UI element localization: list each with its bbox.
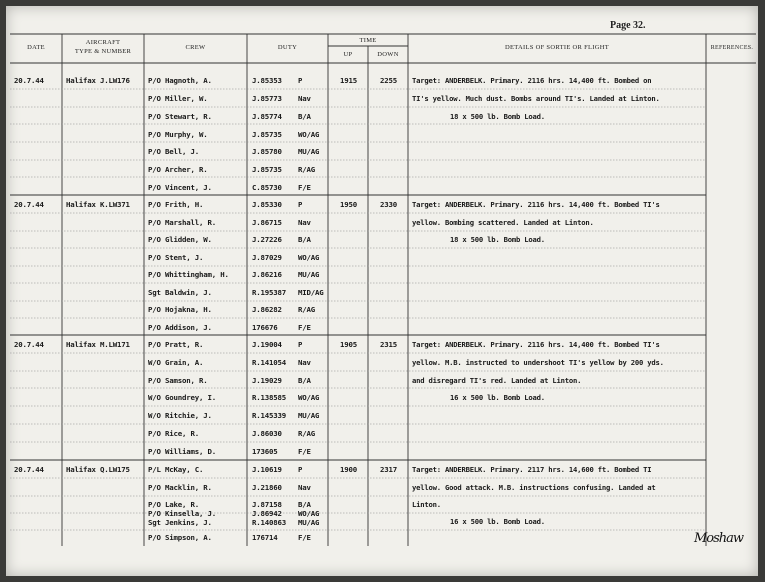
sortie-details-line: Target: ANDERBELK. Primary. 2116 hrs. 14,400 ft. Bombed TI's — [412, 340, 660, 349]
crew-name: P/O Vincent, J. — [148, 183, 212, 192]
crew-name: P/O Addison, J. — [148, 323, 212, 332]
service-number: R.140863 — [252, 518, 286, 527]
header-time-down: DOWN — [377, 51, 399, 58]
service-number: J.85773 — [252, 94, 282, 103]
crew-duty: F/E — [298, 533, 311, 542]
service-number: J.27226 — [252, 235, 282, 244]
service-number: J.10619 — [252, 465, 282, 474]
time-down: 2317 — [380, 465, 397, 474]
crew-duty: B/A — [298, 376, 311, 385]
service-number: 176676 — [252, 323, 278, 332]
sortie-date: 20.7.44 — [14, 76, 44, 85]
service-number: J.87158 — [252, 500, 282, 509]
crew-duty: P — [298, 200, 303, 209]
header-details: DETAILS OF SORTIE OR FLIGHT — [505, 44, 609, 51]
crew-name: P/O Marshall, R. — [148, 218, 216, 227]
service-number: J.86030 — [252, 429, 282, 438]
service-number: R.138585 — [252, 393, 286, 402]
time-down: 2330 — [380, 200, 397, 209]
header-time: TIME — [359, 37, 377, 44]
header-date: DATE — [27, 44, 45, 51]
crew-duty: F/E — [298, 323, 311, 332]
crew-name: W/O Goundrey, I. — [148, 393, 216, 402]
crew-name: P/O Hojakna, H. — [148, 305, 212, 314]
crew-duty: Nav — [298, 218, 311, 227]
crew-duty: P — [298, 76, 303, 85]
page-number: Page 32. — [610, 20, 646, 31]
time-up: 1905 — [340, 340, 357, 349]
crew-duty: R/AG — [298, 165, 315, 174]
crew-duty: B/A — [298, 112, 311, 121]
sortie-details-line: Linton. — [412, 500, 441, 509]
crew-duty: MU/AG — [298, 147, 320, 156]
crew-name: P/O Bell, J. — [148, 147, 199, 156]
bomb-load: 18 x 500 lb. Bomb Load. — [450, 235, 545, 244]
time-down: 2315 — [380, 340, 397, 349]
service-number: J.85330 — [252, 200, 282, 209]
crew-duty: WO/AG — [298, 130, 320, 139]
signature: Moshaw — [694, 531, 744, 546]
crew-name: Sgt Jenkins, J. — [148, 518, 212, 527]
crew-name: P/O Kinsella, J. — [148, 509, 216, 518]
sortie-aircraft: Halifax K.LW371 — [66, 200, 130, 209]
sortie-aircraft: Halifax Q.LW175 — [66, 465, 130, 474]
sortie-date: 20.7.44 — [14, 465, 44, 474]
crew-name: P/O Stewart, R. — [148, 112, 212, 121]
service-number: J.86715 — [252, 218, 282, 227]
service-number: 176714 — [252, 533, 278, 542]
crew-duty: WO/AG — [298, 393, 320, 402]
crew-duty: P — [298, 340, 303, 349]
service-number: J.19004 — [252, 340, 282, 349]
crew-duty: WO/AG — [298, 509, 320, 518]
service-number: J.85780 — [252, 147, 282, 156]
sortie-details-line: yellow. Good attack. M.B. instructions confusing. Landed at — [412, 483, 656, 492]
sortie-details-line: Target: ANDERBELK. Primary. 2117 hrs. 14,600 ft. Bombed TI — [412, 465, 652, 474]
crew-name: P/O Stent, J. — [148, 253, 204, 262]
crew-name: P/O Hagnoth, A. — [148, 76, 212, 85]
service-number: J.86942 — [252, 509, 282, 518]
crew-duty: Nav — [298, 94, 311, 103]
bomb-load: 18 x 500 lb. Bomb Load. — [450, 112, 545, 121]
service-number: 173605 — [252, 447, 278, 456]
sortie-details-line: and disregard TI's red. Landed at Linton. — [412, 376, 582, 385]
service-number: J.86216 — [252, 270, 282, 279]
crew-duty: Nav — [298, 358, 311, 367]
time-up: 1900 — [340, 465, 357, 474]
crew-name: P/O Murphy, W. — [148, 130, 208, 139]
crew-name: P/O Miller, W. — [148, 94, 208, 103]
crew-duty: F/E — [298, 447, 311, 456]
crew-duty: MU/AG — [298, 270, 320, 279]
service-number: R.141054 — [252, 358, 286, 367]
crew-duty: F/E — [298, 183, 311, 192]
sortie-details-line: yellow. M.B. instructed to undershoot TI's yellow by 200 yds. — [412, 358, 664, 367]
header-aircraft-line1: AIRCRAFT — [85, 39, 121, 46]
service-number: J.85735 — [252, 130, 282, 139]
crew-name: P/O Lake, R. — [148, 500, 199, 509]
crew-duty: Nav — [298, 483, 311, 492]
sortie-details-line: yellow. Bombing scattered. Landed at Linton. — [412, 218, 594, 227]
crew-name: P/O Pratt, R. — [148, 340, 204, 349]
sortie-date: 20.7.44 — [14, 340, 44, 349]
bomb-load: 16 x 500 lb. Bomb Load. — [450, 517, 545, 526]
sortie-date: 20.7.44 — [14, 200, 44, 209]
crew-duty: R/AG — [298, 305, 315, 314]
crew-name: P/O Frith, H. — [148, 200, 204, 209]
time-up: 1915 — [340, 76, 357, 85]
service-number: J.86282 — [252, 305, 282, 314]
crew-duty: MID/AG — [298, 288, 324, 297]
header-aircraft-line2: TYPE & NUMBER — [74, 48, 132, 55]
header-duty: DUTY — [277, 44, 298, 51]
crew-duty: R/AG — [298, 429, 315, 438]
crew-duty: MU/AG — [298, 411, 320, 420]
sortie-details-line: TI's yellow. Much dust. Bombs around TI's. Landed at Linton. — [412, 94, 660, 103]
sortie-details-line: Target: ANDERBELK. Primary. 2116 hrs. 14,400 ft. Bombed on — [412, 76, 652, 85]
crew-name: P/O Rice, R. — [148, 429, 199, 438]
crew-name: P/O Williams, D. — [148, 447, 216, 456]
crew-name: P/O Glidden, W. — [148, 235, 212, 244]
header-crew: CREW — [185, 44, 206, 51]
bomb-load: 16 x 500 lb. Bomb Load. — [450, 393, 545, 402]
service-number: J.85735 — [252, 165, 282, 174]
service-number: J.85353 — [252, 76, 282, 85]
crew-name: P/O Whittingham, H. — [148, 270, 229, 279]
service-number: R.195387 — [252, 288, 286, 297]
service-number: J.21860 — [252, 483, 282, 492]
crew-duty: MU/AG — [298, 518, 320, 527]
service-number: J.85774 — [252, 112, 282, 121]
service-number: J.87029 — [252, 253, 282, 262]
crew-name: P/O Macklin, R. — [148, 483, 212, 492]
header-references: REFERENCES. — [710, 45, 754, 51]
crew-name: W/O Ritchie, J. — [148, 411, 212, 420]
sortie-aircraft: Halifax M.LW171 — [66, 340, 130, 349]
service-number: R.145339 — [252, 411, 286, 420]
crew-name: P/O Archer, R. — [148, 165, 208, 174]
time-down: 2255 — [380, 76, 397, 85]
crew-name: P/L McKay, C. — [148, 465, 204, 474]
service-number: J.19029 — [252, 376, 282, 385]
header-time-up: UP — [343, 51, 353, 58]
crew-name: W/O Grain, A. — [148, 358, 204, 367]
crew-name: P/O Simpson, A. — [148, 533, 212, 542]
time-up: 1950 — [340, 200, 357, 209]
sortie-details-line: Target: ANDERBELK. Primary. 2116 hrs. 14,400 ft. Bombed TI's — [412, 200, 660, 209]
crew-duty: B/A — [298, 235, 311, 244]
operations-record-page — [6, 6, 758, 576]
crew-name: P/O Samson, R. — [148, 376, 208, 385]
crew-duty: WO/AG — [298, 253, 320, 262]
crew-name: Sgt Baldwin, J. — [148, 288, 212, 297]
service-number: C.85730 — [252, 183, 282, 192]
sortie-aircraft: Halifax J.LW176 — [66, 76, 130, 85]
crew-duty: P — [298, 465, 303, 474]
crew-duty: B/A — [298, 500, 311, 509]
